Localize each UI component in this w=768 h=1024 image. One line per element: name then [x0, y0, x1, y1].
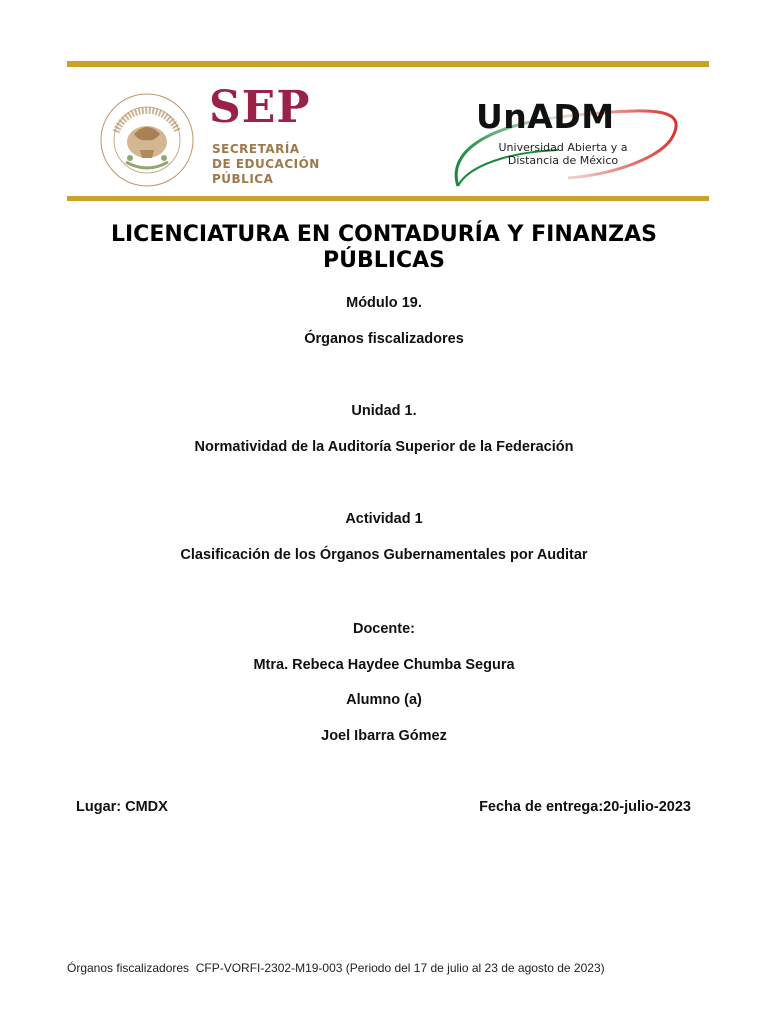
sep-subtitle-line: SECRETARÍA [212, 142, 300, 156]
sep-subtitle-line: DE EDUCACIÓN [212, 157, 320, 171]
unadm-subtitle-line: Distancia de México [507, 154, 619, 167]
unadm-logo-subtitle [488, 141, 638, 167]
unit-number: Unidad 1. [351, 403, 417, 419]
degree-title: LICENCIATURA EN CONTADURÍA Y FINANZAS PÚBLICAS [110, 222, 658, 273]
activity-name: Clasificación de los Órganos Gubernamentales por Auditar [180, 547, 588, 563]
sep-logo-subtitle [212, 142, 320, 187]
place-field: Lugar: CMDX [76, 799, 168, 815]
sep-logo-wordmark: SEP [209, 82, 311, 133]
due-date-field: Fecha de entrega:20-julio-2023 [479, 799, 691, 815]
mexican-coat-of-arms-seal [96, 92, 198, 188]
module-number: Módulo 19. [346, 295, 422, 311]
teacher-name: Mtra. Rebeca Haydee Chumba Segura [253, 657, 515, 673]
unadm-subtitle-line: Universidad Abierta y a [498, 141, 628, 154]
unadm-logo-wordmark: UnADM [476, 97, 615, 136]
unit-name: Normatividad de la Auditoría Superior de la Federación [194, 439, 574, 455]
module-name: Órganos fiscalizadores [304, 331, 464, 347]
activity-number: Actividad 1 [345, 511, 423, 527]
sep-subtitle-line: PÚBLICA [212, 172, 274, 186]
teacher-label: Docente: [352, 621, 416, 637]
student-label: Alumno (a) [346, 692, 422, 708]
student-name: Joel Ibarra Gómez [321, 728, 447, 744]
header-top-rule [67, 61, 709, 67]
page-footer: Órganos fiscalizadores CFP-VORFI-2302-M19-003 (Periodo del 17 de julio al 23 de agosto de 2023) [67, 961, 605, 975]
header-bottom-rule [67, 196, 709, 201]
